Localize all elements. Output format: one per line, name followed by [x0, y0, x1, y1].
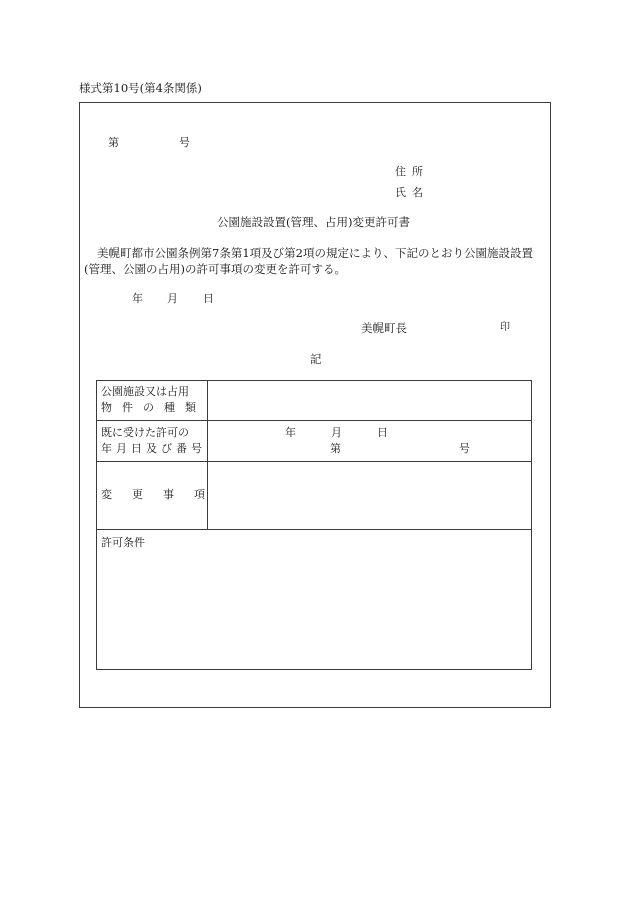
permit-number-prefix: 第 — [108, 136, 119, 149]
issuer-title: 美幌町長 — [361, 321, 407, 335]
row1-label-line2: 物件の種類 — [101, 401, 206, 414]
name-label: 氏名 — [395, 186, 429, 199]
ki-heading: 記 — [310, 352, 322, 366]
form-number: 様式第10号(第4条関係) — [79, 81, 202, 95]
table-divider-2 — [96, 461, 532, 462]
row1-label-line1: 公園施設又は占用 — [101, 385, 189, 398]
details-table — [96, 380, 532, 670]
table-column-divider — [207, 380, 208, 529]
table-divider-1 — [96, 420, 532, 421]
document-title: 公園施設設置(管理、占用)変更許可書 — [217, 215, 410, 229]
row2-year-label: 年 — [285, 426, 296, 439]
row3-label: 変更事項 — [101, 488, 225, 501]
permit-number-suffix: 号 — [179, 136, 190, 149]
date-day-label: 日 — [203, 292, 214, 305]
row2-month-label: 月 — [331, 426, 342, 439]
seal-mark: 印 — [500, 322, 510, 333]
address-label: 住所 — [395, 165, 429, 178]
row2-number-suffix: 号 — [459, 442, 470, 455]
row2-label-line1: 既に受けた許可の — [101, 426, 189, 439]
table-divider-3 — [96, 529, 532, 530]
row2-day-label: 日 — [377, 426, 388, 439]
row4-label: 許可条件 — [101, 536, 145, 549]
body-text-line-2: (管理、公園の占用)の許可事項の変更を許可する。 — [84, 262, 346, 276]
date-month-label: 月 — [167, 292, 178, 305]
date-year-label: 年 — [132, 292, 143, 305]
body-text-line-1: 美幌町都市公園条例第7条第1項及び第2項の規定により、下記のとおり公園施設設置 — [97, 246, 533, 260]
row2-number-prefix: 第 — [330, 442, 341, 455]
row2-label-line2: 年月日及び番号 — [101, 442, 206, 455]
